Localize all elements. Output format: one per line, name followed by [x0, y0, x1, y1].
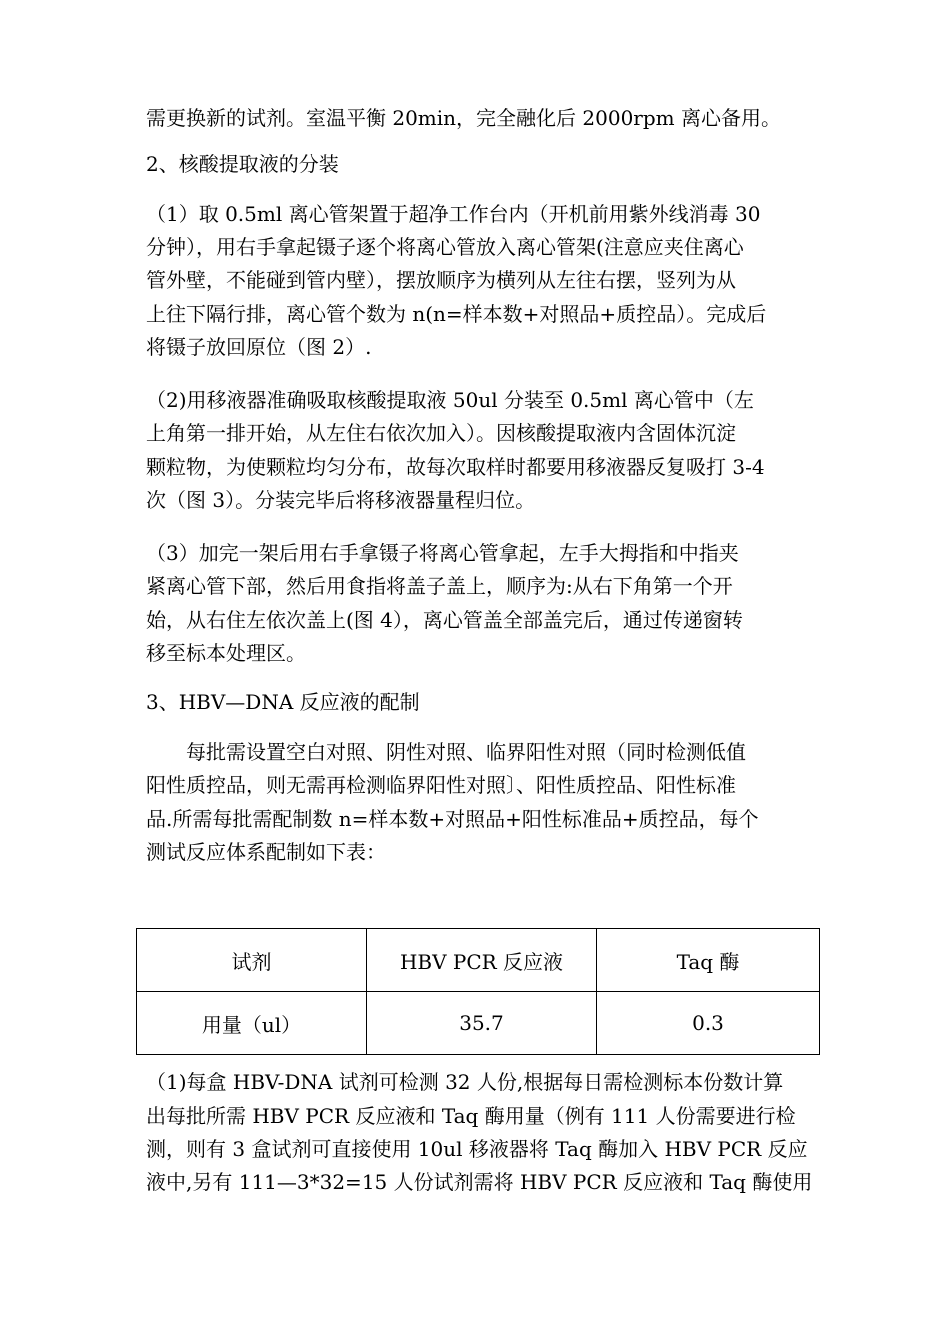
- paragraph-line: 上角第一排开始，从左住右依次加入）。因核酸提取液内含固体沉淀: [146, 421, 736, 445]
- paragraph-line: 阳性质控品，则无需再检测临界阳性对照〕、阳性质控品、阳性标准: [146, 773, 736, 797]
- paragraph-line: （2)用移液器准确吸取核酸提取液 50ul 分装至 0.5ml 离心管中（左: [146, 388, 754, 412]
- paragraph-line: 出每批所需 HBV PCR 反应液和 Taq 酶用量（例有 111 人份需要进行检: [146, 1104, 796, 1128]
- table-cell: 35.7: [367, 992, 597, 1055]
- table-header-row: [137, 929, 820, 992]
- paragraph-line: 移至标本处理区。: [146, 641, 306, 665]
- paragraph-line: 液中,另有 111—3*32=15 人份试剂需将 HBV PCR 反应液和 Taq 酶使用: [146, 1170, 813, 1194]
- paragraph-line: 上往下隔行排，离心管个数为 n(n=样本数+对照品+质控品）。完成后: [146, 302, 767, 326]
- table-cell: 用量（ul）: [137, 992, 367, 1055]
- paragraph-line: 品.所需每批需配制数 n=样本数+对照品+阳性标准品+质控品，每个: [146, 807, 759, 831]
- section-heading: 2、核酸提取液的分装: [146, 152, 339, 176]
- reagent-table: [136, 928, 820, 1055]
- paragraph-line: （1）取 0.5ml 离心管架置于超净工作台内（开机前用紫外线消毒 30: [146, 202, 761, 226]
- paragraph-line: 紧离心管下部，然后用食指将盖子盖上，顺序为:从右下角第一个开: [146, 574, 733, 598]
- table-header-cell: Taq 酶: [597, 929, 820, 992]
- paragraph-line: 次（图 3）。分装完毕后将移液器量程归位。: [146, 488, 536, 512]
- paragraph-line: 分钟），用右手拿起镊子逐个将离心管放入离心管架(注意应夹住离心: [146, 235, 744, 259]
- table-row: [137, 992, 820, 1055]
- paragraph-line: 测，则有 3 盒试剂可直接使用 10ul 移液器将 Taq 酶加入 HBV PCR 反应: [146, 1137, 808, 1161]
- table-header-cell: 试剂: [137, 929, 367, 992]
- section-heading: 3、HBV—DNA 反应液的配制: [146, 690, 420, 714]
- table-header-cell: HBV PCR 反应液: [367, 929, 597, 992]
- paragraph-line: 将镊子放回原位（图 2）.: [146, 335, 372, 359]
- paragraph-line: 测试反应体系配制如下表：: [146, 840, 386, 864]
- paragraph-line: 颗粒物，为使颗粒均匀分布，故每次取样时都要用移液器反复吸打 3-4: [146, 455, 765, 479]
- paragraph-line: （3）加完一架后用右手拿镊子将离心管拿起，左手大拇指和中指夹: [146, 541, 739, 565]
- paragraph-line: 每批需设置空白对照、阴性对照、临界阳性对照（同时检测低值: [186, 740, 746, 764]
- paragraph-line: 管外壁，不能碰到管内壁），摆放顺序为横列从左往右摆，竖列为从: [146, 268, 736, 292]
- table-cell: 0.3: [597, 992, 820, 1055]
- paragraph-line: 始，从右住左依次盖上(图 4），离心管盖全部盖完后，通过传递窗转: [146, 608, 743, 632]
- paragraph-line: （1)每盒 HBV-DNA 试剂可检测 32 人份,根据每日需检测标本份数计算: [146, 1070, 784, 1094]
- paragraph-line: 需更换新的试剂。室温平衡 20min，完全融化后 2000rpm 离心备用。: [146, 106, 781, 130]
